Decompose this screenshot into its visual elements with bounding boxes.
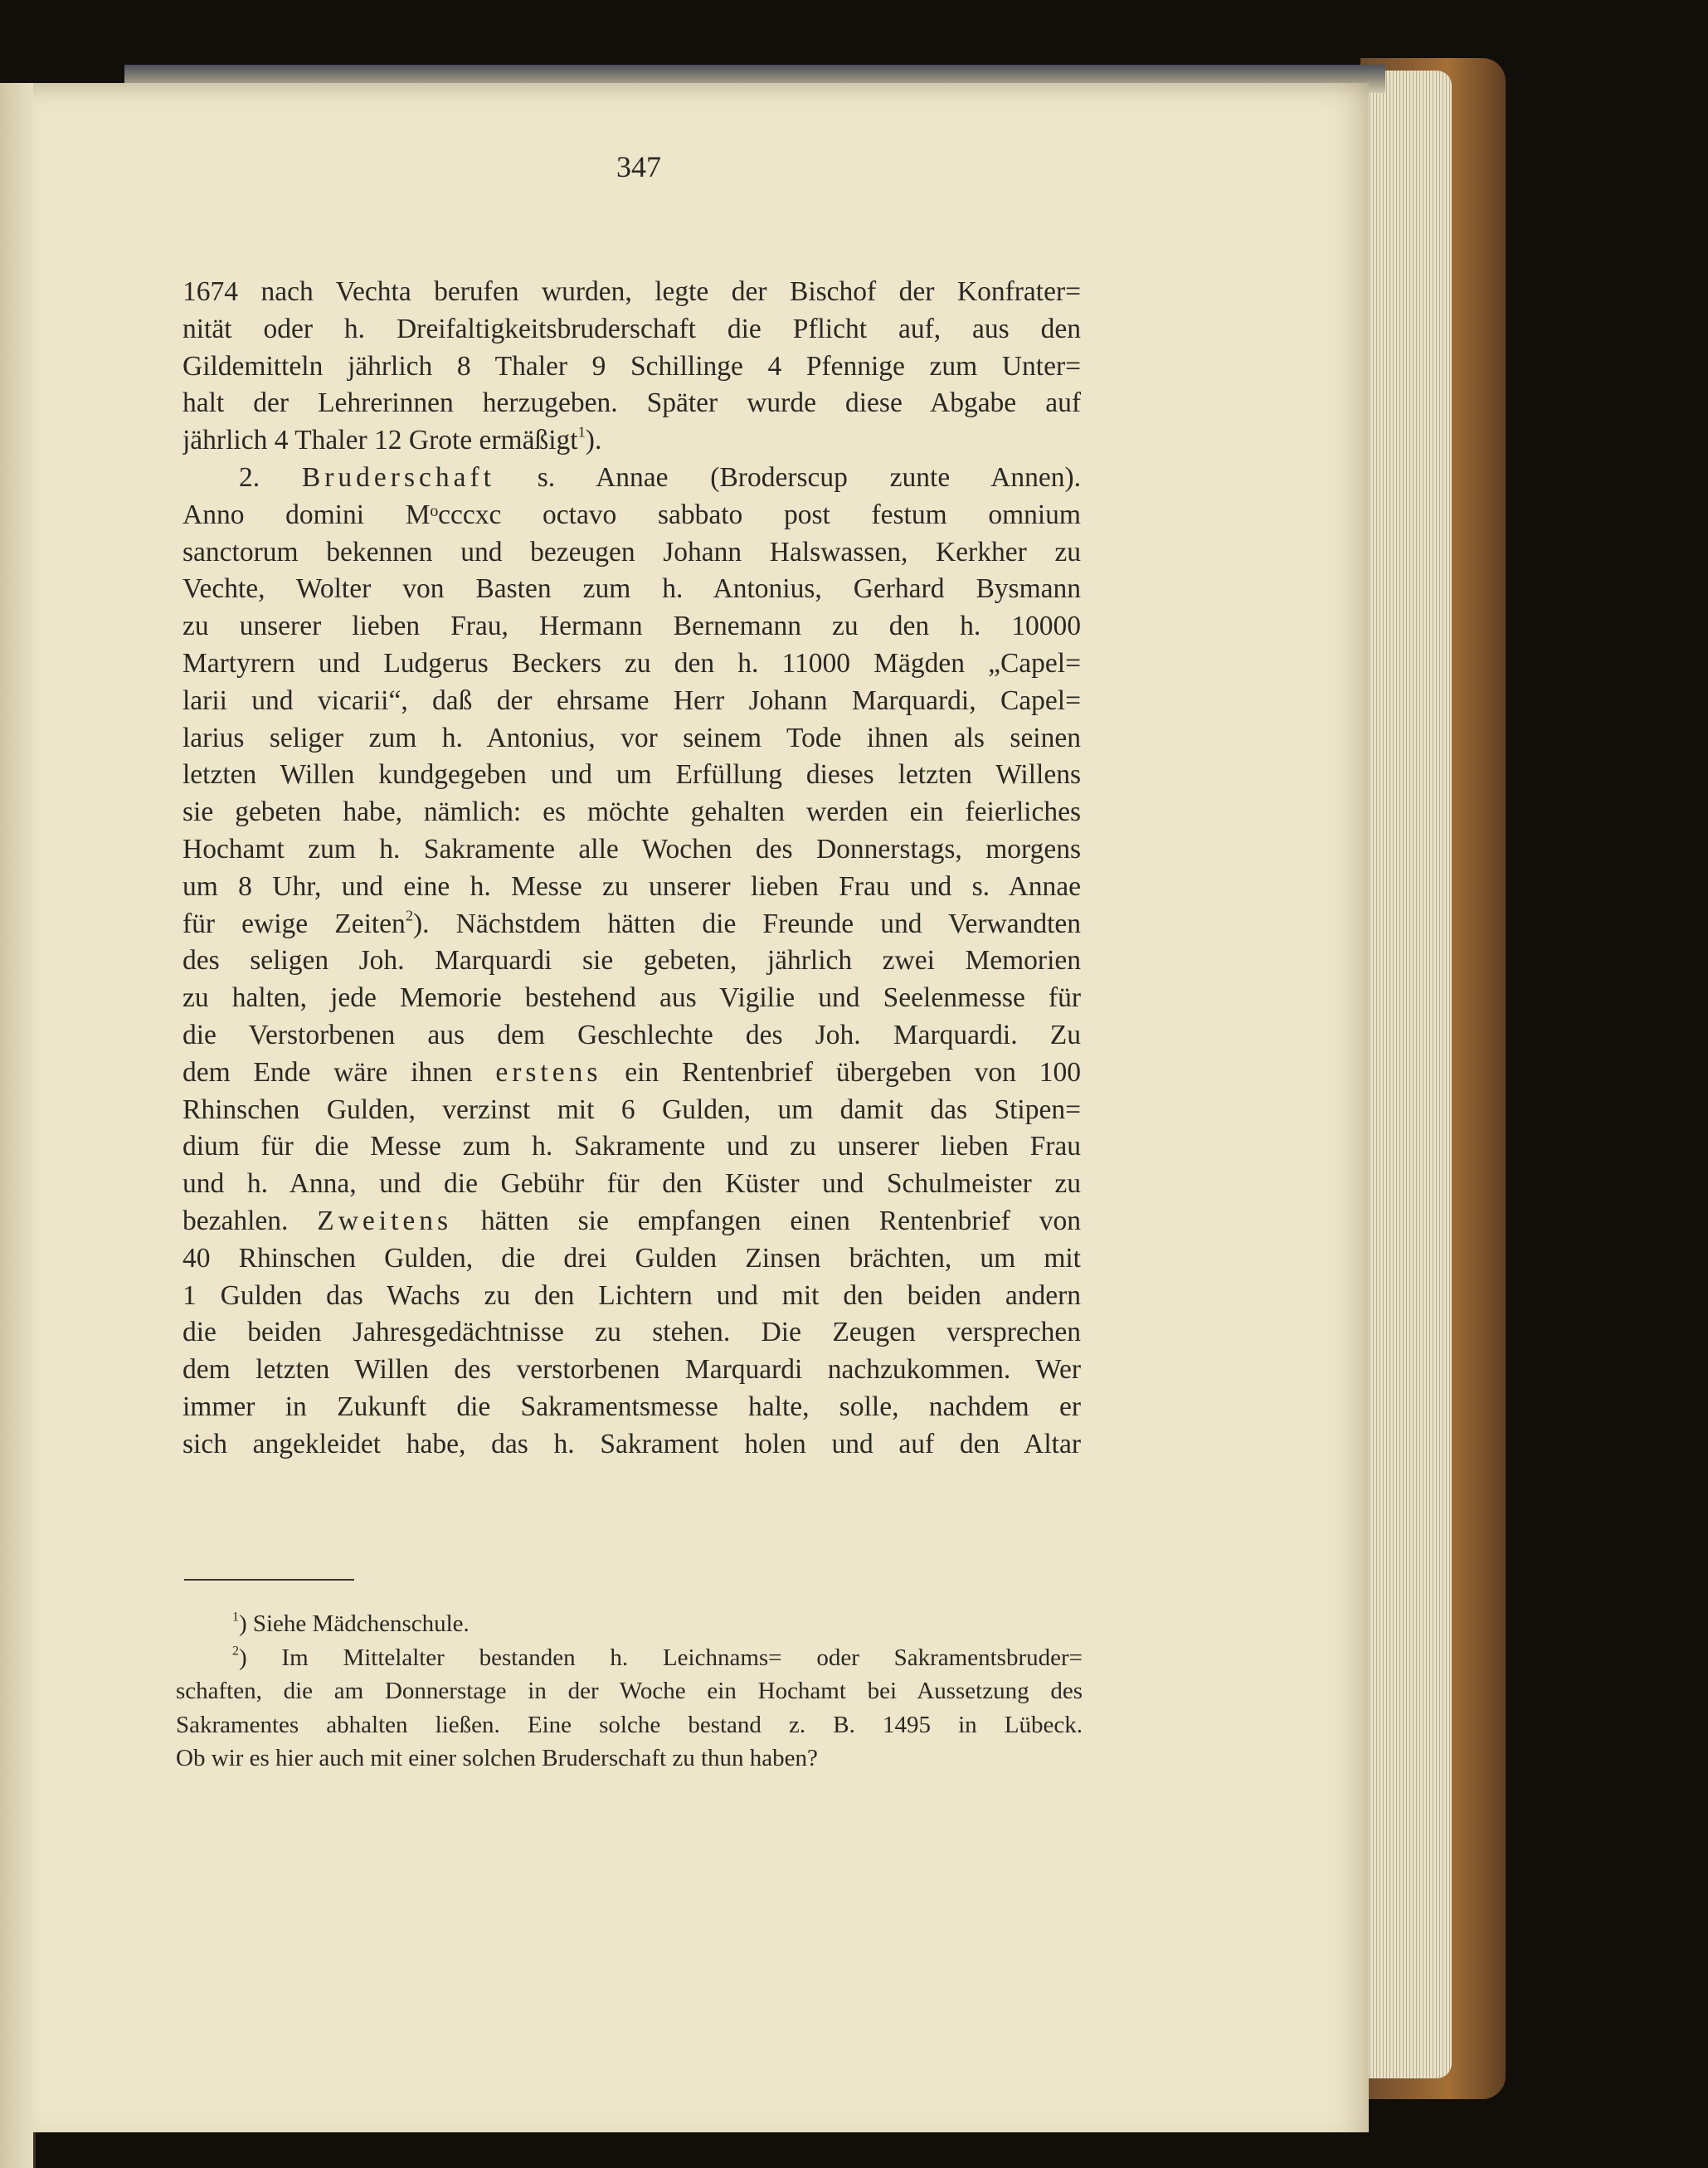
section-title: Bruderschaft xyxy=(301,461,495,493)
emphasis-spaced: Zweitens xyxy=(317,1205,453,1236)
text-line: dem letzten Willen des verstorbenen Marquardi nachzukommen. Wer xyxy=(182,1354,1081,1386)
footnote-line: $^2$) Im Mittelalter bestanden h. Leichnams= oder Sakramentsbruder= xyxy=(232,1643,1083,1671)
text-line: 1674 nach Vechta berufen wurden, legte der Bischof der Konfrater= xyxy=(182,276,1081,307)
text-line: des seligen Joh. Marquardi sie gebeten, jährlich zwei Memorien xyxy=(182,945,1081,977)
text-line: 40 Rhinschen Gulden, die drei Gulden Zinsen brächten, um mit xyxy=(182,1242,1081,1274)
text-line: sanctorum bekennen und bezeugen Johann Halswassen, Kerkher zu xyxy=(182,536,1081,568)
footnote-divider xyxy=(184,1579,354,1581)
text-line: zu halten, jede Memorie bestehend aus Vigilie und Seelenmesse für xyxy=(182,982,1081,1014)
text-line: sie gebeten habe, nämlich: es möchte gehalten werden ein feierliches xyxy=(182,797,1081,828)
text-line: larii und vicarii“, daß der ehrsame Herr Johann Marquardi, Capel= xyxy=(182,685,1081,716)
text-line: sich angekleidet habe, das h. Sakrament holen und auf den Altar xyxy=(182,1428,1081,1459)
footnote-marker: 2 xyxy=(232,1643,239,1658)
text-line: Anno domini Mᵒcccxc octavo sabbato post festum omnium xyxy=(182,499,1081,530)
footnote-ref: 1 xyxy=(577,423,586,441)
text-line: Rhinschen Gulden, verzinst mit 6 Gulden, um damit das Stipen= xyxy=(182,1094,1081,1125)
footnote-line: schaften, die am Donnerstage in der Woche ein Hochamt bei Aussetzung des xyxy=(176,1678,1083,1704)
footnote-line: Ob wir es hier auch mit einer solchen Bruderschaft zu thun haben? xyxy=(176,1745,818,1771)
text-line: dium für die Messe zum h. Sakramente und zu unserer lieben Frau xyxy=(182,1131,1081,1162)
text-line: um 8 Uhr, und eine h. Messe zu unserer lieben Frau und s. Annae xyxy=(182,870,1081,902)
text-line: dem Ende wäre ihnen erstens ein Rentenbrief übergeben von 100 xyxy=(182,1056,1081,1088)
text-line: larius seliger zum h. Antonius, vor seinem Tode ihnen als seinen xyxy=(182,722,1081,753)
emphasis-spaced: erstens xyxy=(495,1056,602,1088)
text-line: Vechte, Wolter von Basten zum h. Antonius, Gerhard Bysmann xyxy=(182,573,1081,605)
text-line: Gildemitteln jährlich 8 Thaler 9 Schillinge 4 Pfennige zum Unter= xyxy=(182,350,1081,382)
body-text xyxy=(182,274,1081,1464)
text-line: 1 Gulden das Wachs zu den Lichtern und mit den beiden andern xyxy=(182,1279,1081,1311)
footnote-line: Sakramentes abhalten ließen. Eine solche bestand z. B. 1495 in Lübeck. xyxy=(176,1711,1083,1738)
section-heading-line: 2. Bruderschaft s. Annae (Broderscup zunte Annen). xyxy=(239,461,1081,493)
text-line: letzten Willen kundgegeben und um Erfüllung dieses letzten Willens xyxy=(182,759,1081,791)
text-line: jährlich 4 Thaler 12 Grote ermäßigt$^1$). xyxy=(182,423,602,456)
text-line: halt der Lehrerinnen herzugeben. Später wurde diese Abgabe auf xyxy=(182,387,1081,419)
text-line: für ewige Zeiten$^2$). Nächstdem hätten die Freunde und Verwandten xyxy=(182,906,1081,939)
text-line: Hochamt zum h. Sakramente alle Wochen des Donnerstags, morgens xyxy=(182,833,1081,865)
footnote-line: $^1$) Siehe Mädchenschule. xyxy=(232,1610,470,1637)
text-line: Martyrern und Ludgerus Beckers zu den h. 11000 Mägden „Capel= xyxy=(182,647,1081,679)
text-line: zu unserer lieben Frau, Hermann Bernemann zu den h. 10000 xyxy=(182,611,1081,642)
text-line: nität oder h. Dreifaltigkeitsbruderschaft die Pflicht auf, aus den xyxy=(182,313,1081,344)
text-line: die beiden Jahresgedächtnisse zu stehen. Die Zeugen versprechen xyxy=(182,1317,1081,1348)
footnote-marker: 1 xyxy=(232,1610,239,1625)
footnotes xyxy=(176,1607,1083,1776)
text-line: bezahlen. Zweitens hätten sie empfangen einen Rentenbrief von xyxy=(182,1205,1081,1236)
left-page-edge xyxy=(0,83,36,2168)
footnote-ref: 2 xyxy=(405,906,414,923)
text-line: immer in Zukunft die Sakramentsmesse halte, solle, nachdem er xyxy=(182,1391,1081,1422)
page-number: 347 xyxy=(616,150,661,183)
text-line: und h. Anna, und die Gebühr für den Küster und Schulmeister zu xyxy=(182,1168,1081,1200)
text-line: die Verstorbenen aus dem Geschlechte des Joh. Marquardi. Zu xyxy=(182,1019,1081,1050)
